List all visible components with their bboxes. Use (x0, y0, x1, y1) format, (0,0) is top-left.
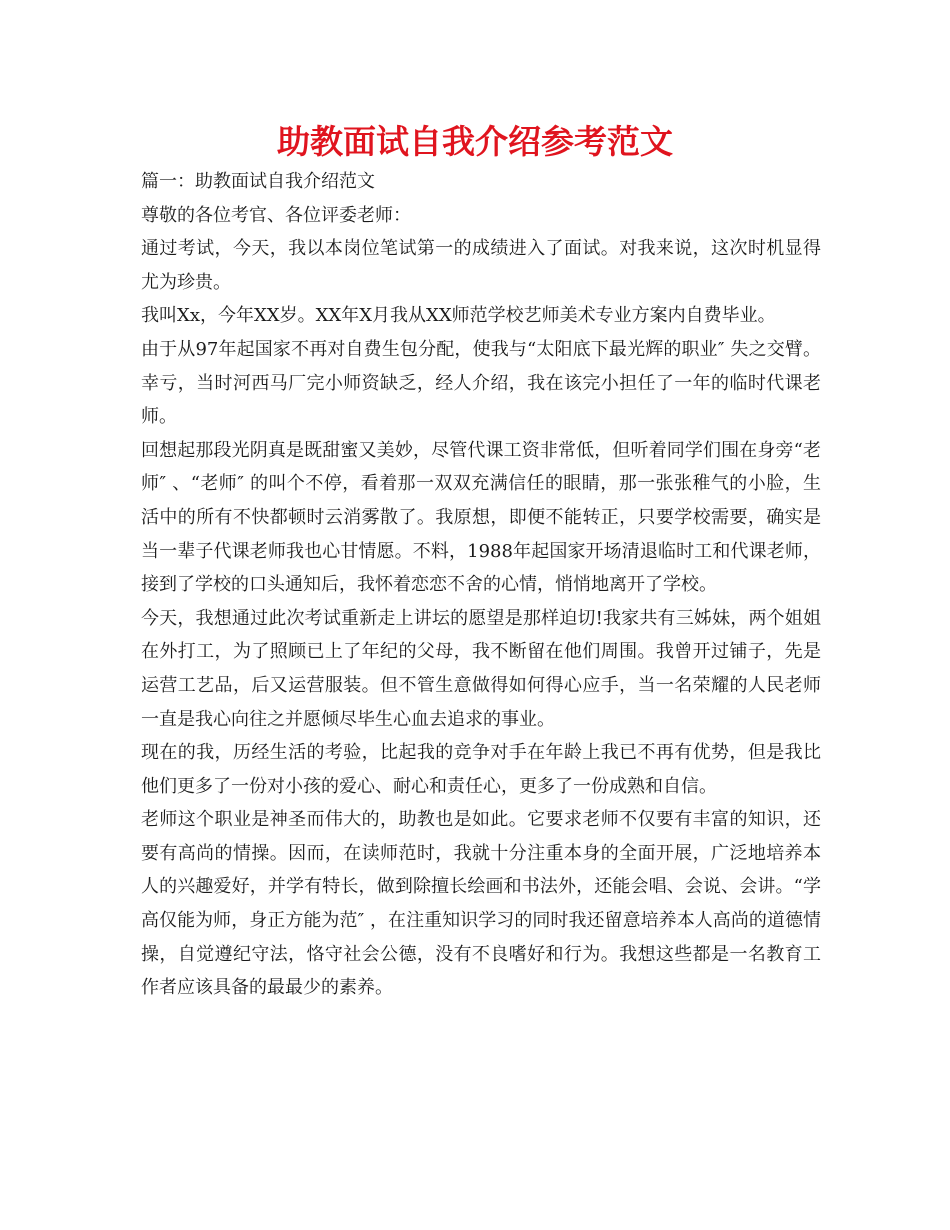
body-paragraph: 今天，我想通过此次考试重新走上讲坛的愿望是那样迫切!我家共有三姊妹，两个姐姐在外打工，为了照顾已上了年纪的父母，我不断留在他们周围。我曾开过铺子，先是运营工艺品，后又运营服装。但不管生意做得如何得心应手，当一名荣耀的人民老师一直是我心向往之并愿倾尽毕生心血去追求的事业。 (141, 607, 821, 730)
document-title: 助教面试自我介绍参考范文 (277, 122, 673, 161)
body-paragraph: 回想起那段光阴真是既甜蜜又美妙，尽管代课工资非常低，但听着同学们围在身旁“老师″ 、“老师″ 的叫个不停，看着那一双双充满信任的眼睛，那一张张稚气的小脸，生活中的所有不快都顿时云消雾散了。我原想，即便不能转正，只要学校需要，确实是当一辈子代课老师我也心甘情愿。不料，1988年起国家开场清退临时工和代课老师，接到了学校的口头通知后，我怀着恋恋不舍的心情，悄悄地离开了学校。 (141, 439, 821, 596)
section-heading: 篇一：助教面试自我介绍范文 (141, 171, 375, 192)
salutation: 尊敬的各位考官、各位评委老师： (141, 204, 411, 226)
body-paragraph: 我叫Xx，今年XX岁。XX年X月我从XX师范学校艺师美术专业方案内自费毕业。 (141, 305, 776, 327)
body-paragraph: 现在的我，历经生活的考验，比起我的竞争对手在年龄上我已不再有优势，但是我比他们更多了一份对小孩的爱心、耐心和责任心，更多了一份成熟和自信。 (141, 742, 821, 797)
document-body (141, 165, 821, 1005)
body-paragraph: 由于从97年起国家不再对自费生包分配，使我与“太阳底下最光辉的职业″ 失之交臂。幸亏，当时河西马厂完小师资缺乏，经人介绍，我在该完小担任了一年的临时代课老师。 (141, 338, 821, 428)
body-paragraph: 通过考试，今天，我以本岗位笔试第一的成绩进入了面试。对我来说，这次时机显得尤为珍贵。 (141, 238, 821, 293)
body-paragraph: 老师这个职业是神圣而伟大的，助教也是如此。它要求老师不仅要有丰富的知识，还要有高尚的情操。因而，在读师范时，我就十分注重本身的全面开展，广泛地培养本人的兴趣爱好，并学有特长，做到除擅长绘画和书法外，还能会唱、会说、会讲。“学高仅能为师，身正方能为范″ ，在注重知识学习的同时我还留意培养本人高尚的道德情操，自觉遵纪守法，恪守社会公德，没有不良嗜好和行为。我想这些都是一名教育工作者应该具备的最最少的素养。 (141, 809, 821, 999)
